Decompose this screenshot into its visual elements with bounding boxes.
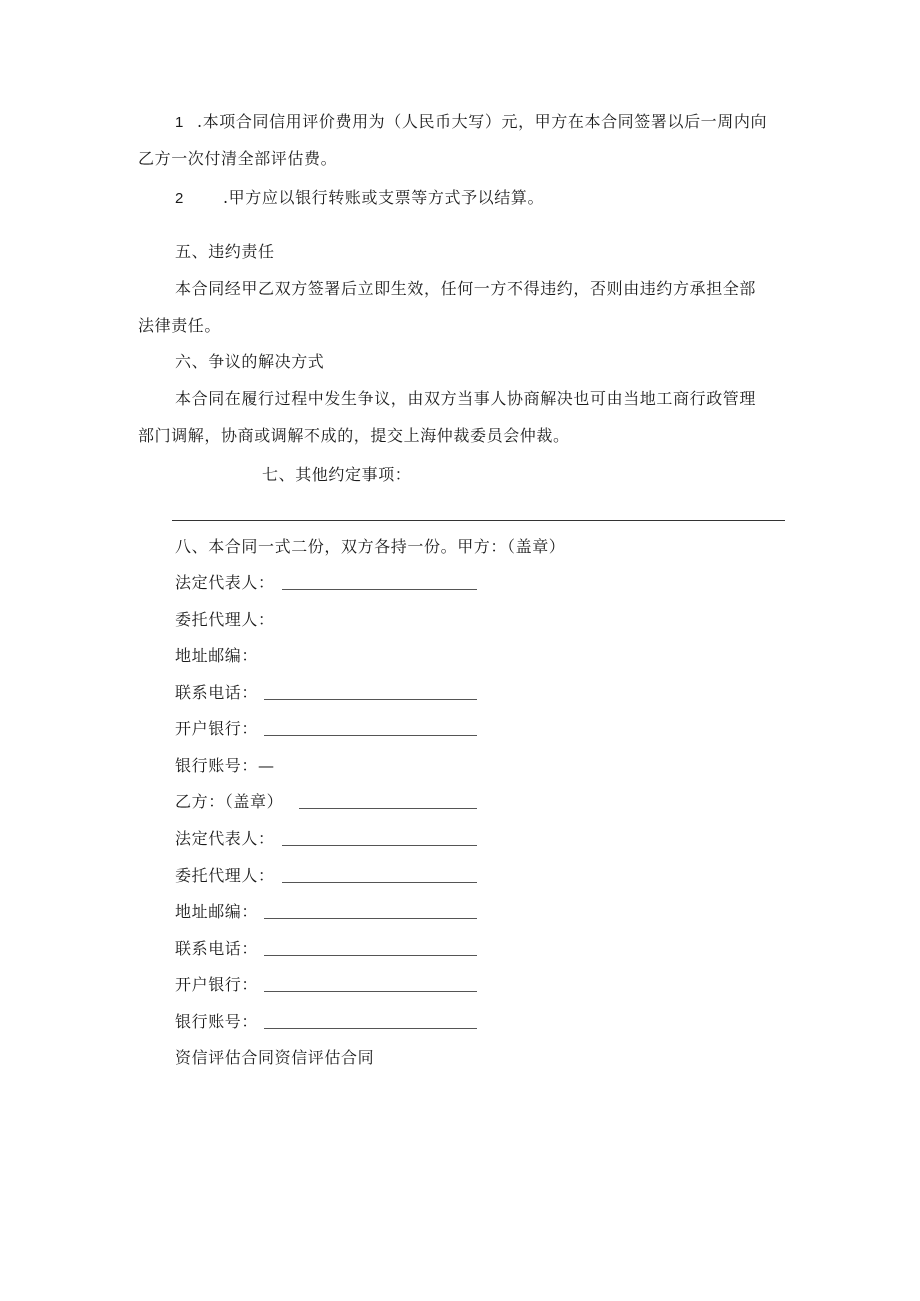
party-b-account-blank[interactable] — [264, 1028, 477, 1029]
section-5-line-2: 法律责任。 — [138, 316, 222, 335]
party-a-legal-rep-label: 法定代表人： — [175, 573, 275, 592]
party-a-legal-rep-blank[interactable] — [282, 589, 477, 590]
section-7-fill-line — [172, 520, 785, 521]
party-b-address-label: 地址邮编： — [175, 902, 259, 921]
section-5-line-1: 本合同经甲乙双方签署后立即生效，任何一方不得违约，否则由违约方承担全部 — [175, 279, 757, 298]
party-a-bank-blank[interactable] — [264, 735, 477, 736]
clause-2 — [175, 188, 544, 209]
clause-1-number: 1 — [175, 114, 184, 131]
party-b-legal-rep-label: 法定代表人： — [175, 829, 275, 848]
clause-1-text: .本项合同信用评价费用为（人民币大写）元，甲方在本合同签署以后一周内向 — [197, 112, 768, 131]
clause-2-number: 2 — [175, 190, 184, 207]
footer-text: 资信评估合同资信评估合同 — [175, 1048, 375, 1067]
party-b-phone-blank[interactable] — [264, 955, 477, 956]
party-b-phone-label: 联系电话： — [175, 939, 259, 958]
party-b-bank-label: 开户银行： — [175, 975, 259, 994]
clause-1-line-1 — [175, 112, 767, 133]
section-5-heading: 五、违约责任 — [175, 242, 275, 261]
party-b-agent-blank[interactable] — [282, 882, 477, 883]
clause-1-line-2: 乙方一次付清全部评估费。 — [138, 149, 338, 168]
section-6-line-1: 本合同在履行过程中发生争议，由双方当事人协商解决也可由当地工商行政管理 — [175, 389, 757, 408]
party-b-address-blank[interactable] — [264, 918, 477, 919]
party-b-account-label: 银行账号： — [175, 1012, 259, 1031]
section-8-heading: 八、本合同一式二份，双方各持一份。甲方：（盖章） — [175, 537, 566, 556]
clause-2-text: .甲方应以银行转账或支票等方式予以结算。 — [223, 188, 545, 207]
section-6-line-2: 部门调解，协商或调解不成的，提交上海仲裁委员会仲裁。 — [138, 426, 570, 445]
party-a-account-label: 银行账号：— — [175, 756, 275, 775]
party-b-agent-label: 委托代理人： — [175, 866, 275, 885]
party-b-title-label: 乙方：（盖章） — [175, 792, 284, 811]
party-a-bank-label: 开户银行： — [175, 719, 259, 738]
party-b-bank-blank[interactable] — [264, 991, 477, 992]
party-b-legal-rep-blank[interactable] — [282, 845, 477, 846]
party-a-phone-label: 联系电话： — [175, 683, 259, 702]
party-a-phone-blank[interactable] — [264, 699, 477, 700]
party-a-address-label: 地址邮编： — [175, 646, 259, 665]
party-a-agent-label: 委托代理人： — [175, 610, 275, 629]
section-7-heading: 七、其他约定事项： — [262, 465, 412, 484]
section-6-heading: 六、争议的解决方式 — [175, 352, 325, 371]
party-b-seal-blank[interactable] — [299, 808, 477, 809]
